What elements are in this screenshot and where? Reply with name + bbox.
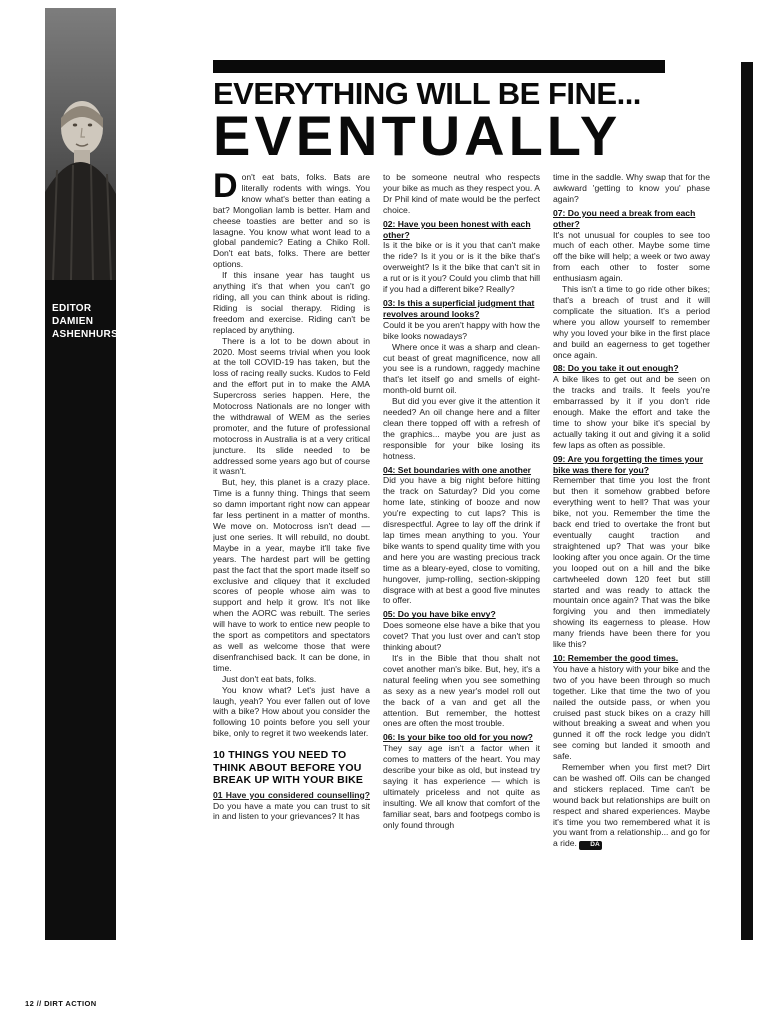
paragraph-text: Remember when you first met? Dirt can be washed off. Oils can be changed and stickers replaced. Time can't be wound back but relationships are built on respect and shared experiences. Maybe it's time you two remembered what it is you want from a relationship... and go for a ride. xyxy=(553,762,710,849)
subhead-02: 02: Have you been honest with each other? xyxy=(383,218,531,240)
editor-sidebar xyxy=(45,8,125,940)
paragraph: If this insane year has taught us anything it's that when you can't go riding, all you can think about is riding. Riding is social therapy. Riding is freedom and exercise. Riding can't be replaced by anything. xyxy=(213,270,370,335)
drop-cap: D xyxy=(213,172,238,205)
subhead-06: 06: Is your bike too old for you now? xyxy=(383,732,533,743)
article-column-1 xyxy=(213,172,370,938)
paragraph xyxy=(213,172,370,270)
paragraph: There is a lot to be down about in 2020. Most seems trivial when you look at the toll COVID-19 has taken, but the loss of racing really sucks. Kudos to Feld and the effort put in to make the AMA Supercross series happen. Here, the Motocross Nationals are no longer with the withdrawal of WEM as the series promoter, and the future of professional motocross in Australia is at a very critical juncture. Its slide needed to be addressed some years ago but of course it wasn't. xyxy=(213,335,370,477)
editor-first-name: DAMIEN xyxy=(52,316,94,327)
paragraph: Just don't eat bats, folks. xyxy=(222,673,317,684)
paragraph: Does someone else have a bike that you covet? That you lust over and can't stop thinking about? xyxy=(383,620,540,653)
subhead-04: 04: Set boundaries with one another xyxy=(383,464,532,475)
subhead-08: 08: Do you take it out enough? xyxy=(553,363,679,374)
paragraph: Remember that time you lost the front but then it somehow grabbed before everything went to hell? That was your bike, not you. Remember the time the back end tried to overtake the front but eventually caught traction and straightened up? That was your bike looking after you once again. Or the time you looped out on a hill and the bike cartwheeled down 120 feet but still started and was ready to attack the mountain once again? That was the bike forgiving you and then immediately showing its eagerness to please. How many friends have been there for you like this? xyxy=(553,475,710,650)
article-columns xyxy=(213,172,710,938)
subhead-10: 10: Remember the good times. xyxy=(553,652,679,663)
paragraph: But did you ever give it the attention it needed? An oil change here and a filter clean there topped off with a refresh of the graphics... maybe you are just as responsible for your bike losing its hotness. xyxy=(383,396,540,461)
right-edge-bar xyxy=(741,62,753,940)
paragraph xyxy=(553,762,710,850)
page-footer: 12 // DIRT ACTION xyxy=(25,999,97,1008)
paragraph: You know what? Let's just have a laugh, yeah? You ever fallen out of love with a bike? How about you consider the following 10 points before you sell your bike, only to regret it two weekends later. xyxy=(213,684,370,739)
paragraph: This isn't a time to go ride other bikes; that's a breach of trust and it will complicate the situation. It's a period where you allow yourself to remember why you loved your bike in the first place and build an eagerness to get together once again. xyxy=(553,284,710,360)
paragraph-text: on't eat bats, folks. Bats are literally rodents with wings. You know what's better than eating a bat? Mongolian lamb is better. Ham and cheese toasties are better and so is lasagne. You know what wont lead to a global pandemic? Eating a Chiko Roll. Don't eat bats, folks. There are better options. xyxy=(213,172,370,270)
paragraph: It's not unusual for couples to see too much of each other. Maybe some time off the bike will help; a week or two away from each other to foster some enthusiasm again. xyxy=(553,229,710,284)
article-column-3 xyxy=(553,172,710,938)
subhead-09: 09: Are you forgetting the times your bike was there for you? xyxy=(553,453,704,475)
article-column-2 xyxy=(383,172,540,938)
subhead-05: 05: Do you have bike envy? xyxy=(383,609,496,620)
paragraph: Could it be you aren't happy with how the bike looks nowadays? xyxy=(383,319,540,341)
editor-portrait-image xyxy=(45,8,116,280)
dirt-action-logo-badge: DA xyxy=(579,841,601,850)
article-main xyxy=(213,60,710,938)
headline-line1: EVERYTHING WILL BE FINE... xyxy=(213,76,641,111)
paragraph: A bike likes to get out and be seen on the tracks and trails. It feels you're embarrassed by it if you don't ride enough. Make the effort and take the time to show your bike it's special by actually taking it out and giving it a solid few laps as often as possible. xyxy=(553,374,710,450)
paragraph: You have a history with your bike and the two of you have been through so much together. Like that time the two of you nailed the outside pass, or when you cruised past stuck bikes on a crazy hill without breaking a sweat and when you gunned it off the rock ledge you didn't see coming but landed it smooth and safe. xyxy=(553,663,710,762)
editor-credit xyxy=(45,280,125,341)
subhead-03: 03: Is this a superficial judgment that revolves around looks? xyxy=(383,297,535,319)
paragraph xyxy=(213,790,370,823)
paragraph-text: Do you have a mate you can trust to sit in and listen to your grievances? It has xyxy=(213,800,370,822)
subhead-07: 07: Do you need a break from each other? xyxy=(553,207,696,229)
paragraph: Is it the bike or is it you that can't make the ride? Is it you or is it the bike that's overweight? Is it the bike that can't sit in a rut or is it you? Could you climb that hill if you had a different bike? Really? xyxy=(383,240,540,295)
editor-photo xyxy=(45,8,116,280)
editor-last-name: ASHENHURST xyxy=(52,329,125,340)
paragraph: It's in the Bible that thou shalt not covet another man's bike. But, hey, it's a natural feeling when you see something as sexy as a new year's model roll out the back of a van and get all the attention. But remember, the hottest ones are often the most trouble. xyxy=(383,652,540,729)
paragraph: Did you have a big night before hitting the track on Saturday? Did you come home late, stinking of booze and now you're expecting to cut laps? This is disrespectful. Agree to lay off the drink if lap times mean anything to you. Your bike wants to spend quality time with you and here you are wasting precious track time as a bleary-eyed, close to vomiting, hungover, jump-rolling, section-skipping disgrace with at best a good five minutes to offer. xyxy=(383,475,540,606)
headline-rule-bar xyxy=(213,60,665,73)
paragraph: time in the saddle. Why swap that for the awkward 'getting to know you' phase again? xyxy=(553,172,710,204)
paragraph: They say age isn't a factor when it comes to matters of the heart. You may describe your bike as old, but instead try saying it has experience — which is ultimately priceless and not quite as insulting. We all know that comfort of the familiar seat, bars and footpegs combo is only found through xyxy=(383,743,540,830)
paragraph: But, hey, this planet is a crazy place. Time is a funny thing. Things that seem so damn important right now can appear far less pertinent in a matter of months. We move on. Motocross isn't dead — just one series. It will rebuild, no doubt. Maybe in a year, maybe it'll take five years. The hardest part will be getting past the fact that the sport made itself so exclusive and cliquey that it excluded scores of people whose aim was to support and help it grow. It's not like when the AORC was rebuilt. The series will have to work to entice new people to the sport as competitors and spectators as well as welcome those that were disenfranchised back. It can be done, in time. xyxy=(213,477,370,673)
list-title: 10 THINGS YOU NEED TO THINK ABOUT BEFORE YOU BREAK UP WITH YOUR BIKE xyxy=(213,749,364,787)
headline-line2: EVENTUALLY xyxy=(213,104,622,167)
paragraph: to be someone neutral who respects your bike as much as they respect you. A Dr Phil kind of mate would be the perfect choice. xyxy=(383,172,540,215)
paragraph: Where once it was a sharp and clean-cut beast of great magnificence, now all you see is a rundown, raggedy machine that's let itself go and smells of eight-month-old burnt oil. xyxy=(383,341,540,396)
item-01-heading: 01 Have you considered counselling? xyxy=(213,789,370,800)
editor-role-label: EDITOR xyxy=(52,303,92,314)
